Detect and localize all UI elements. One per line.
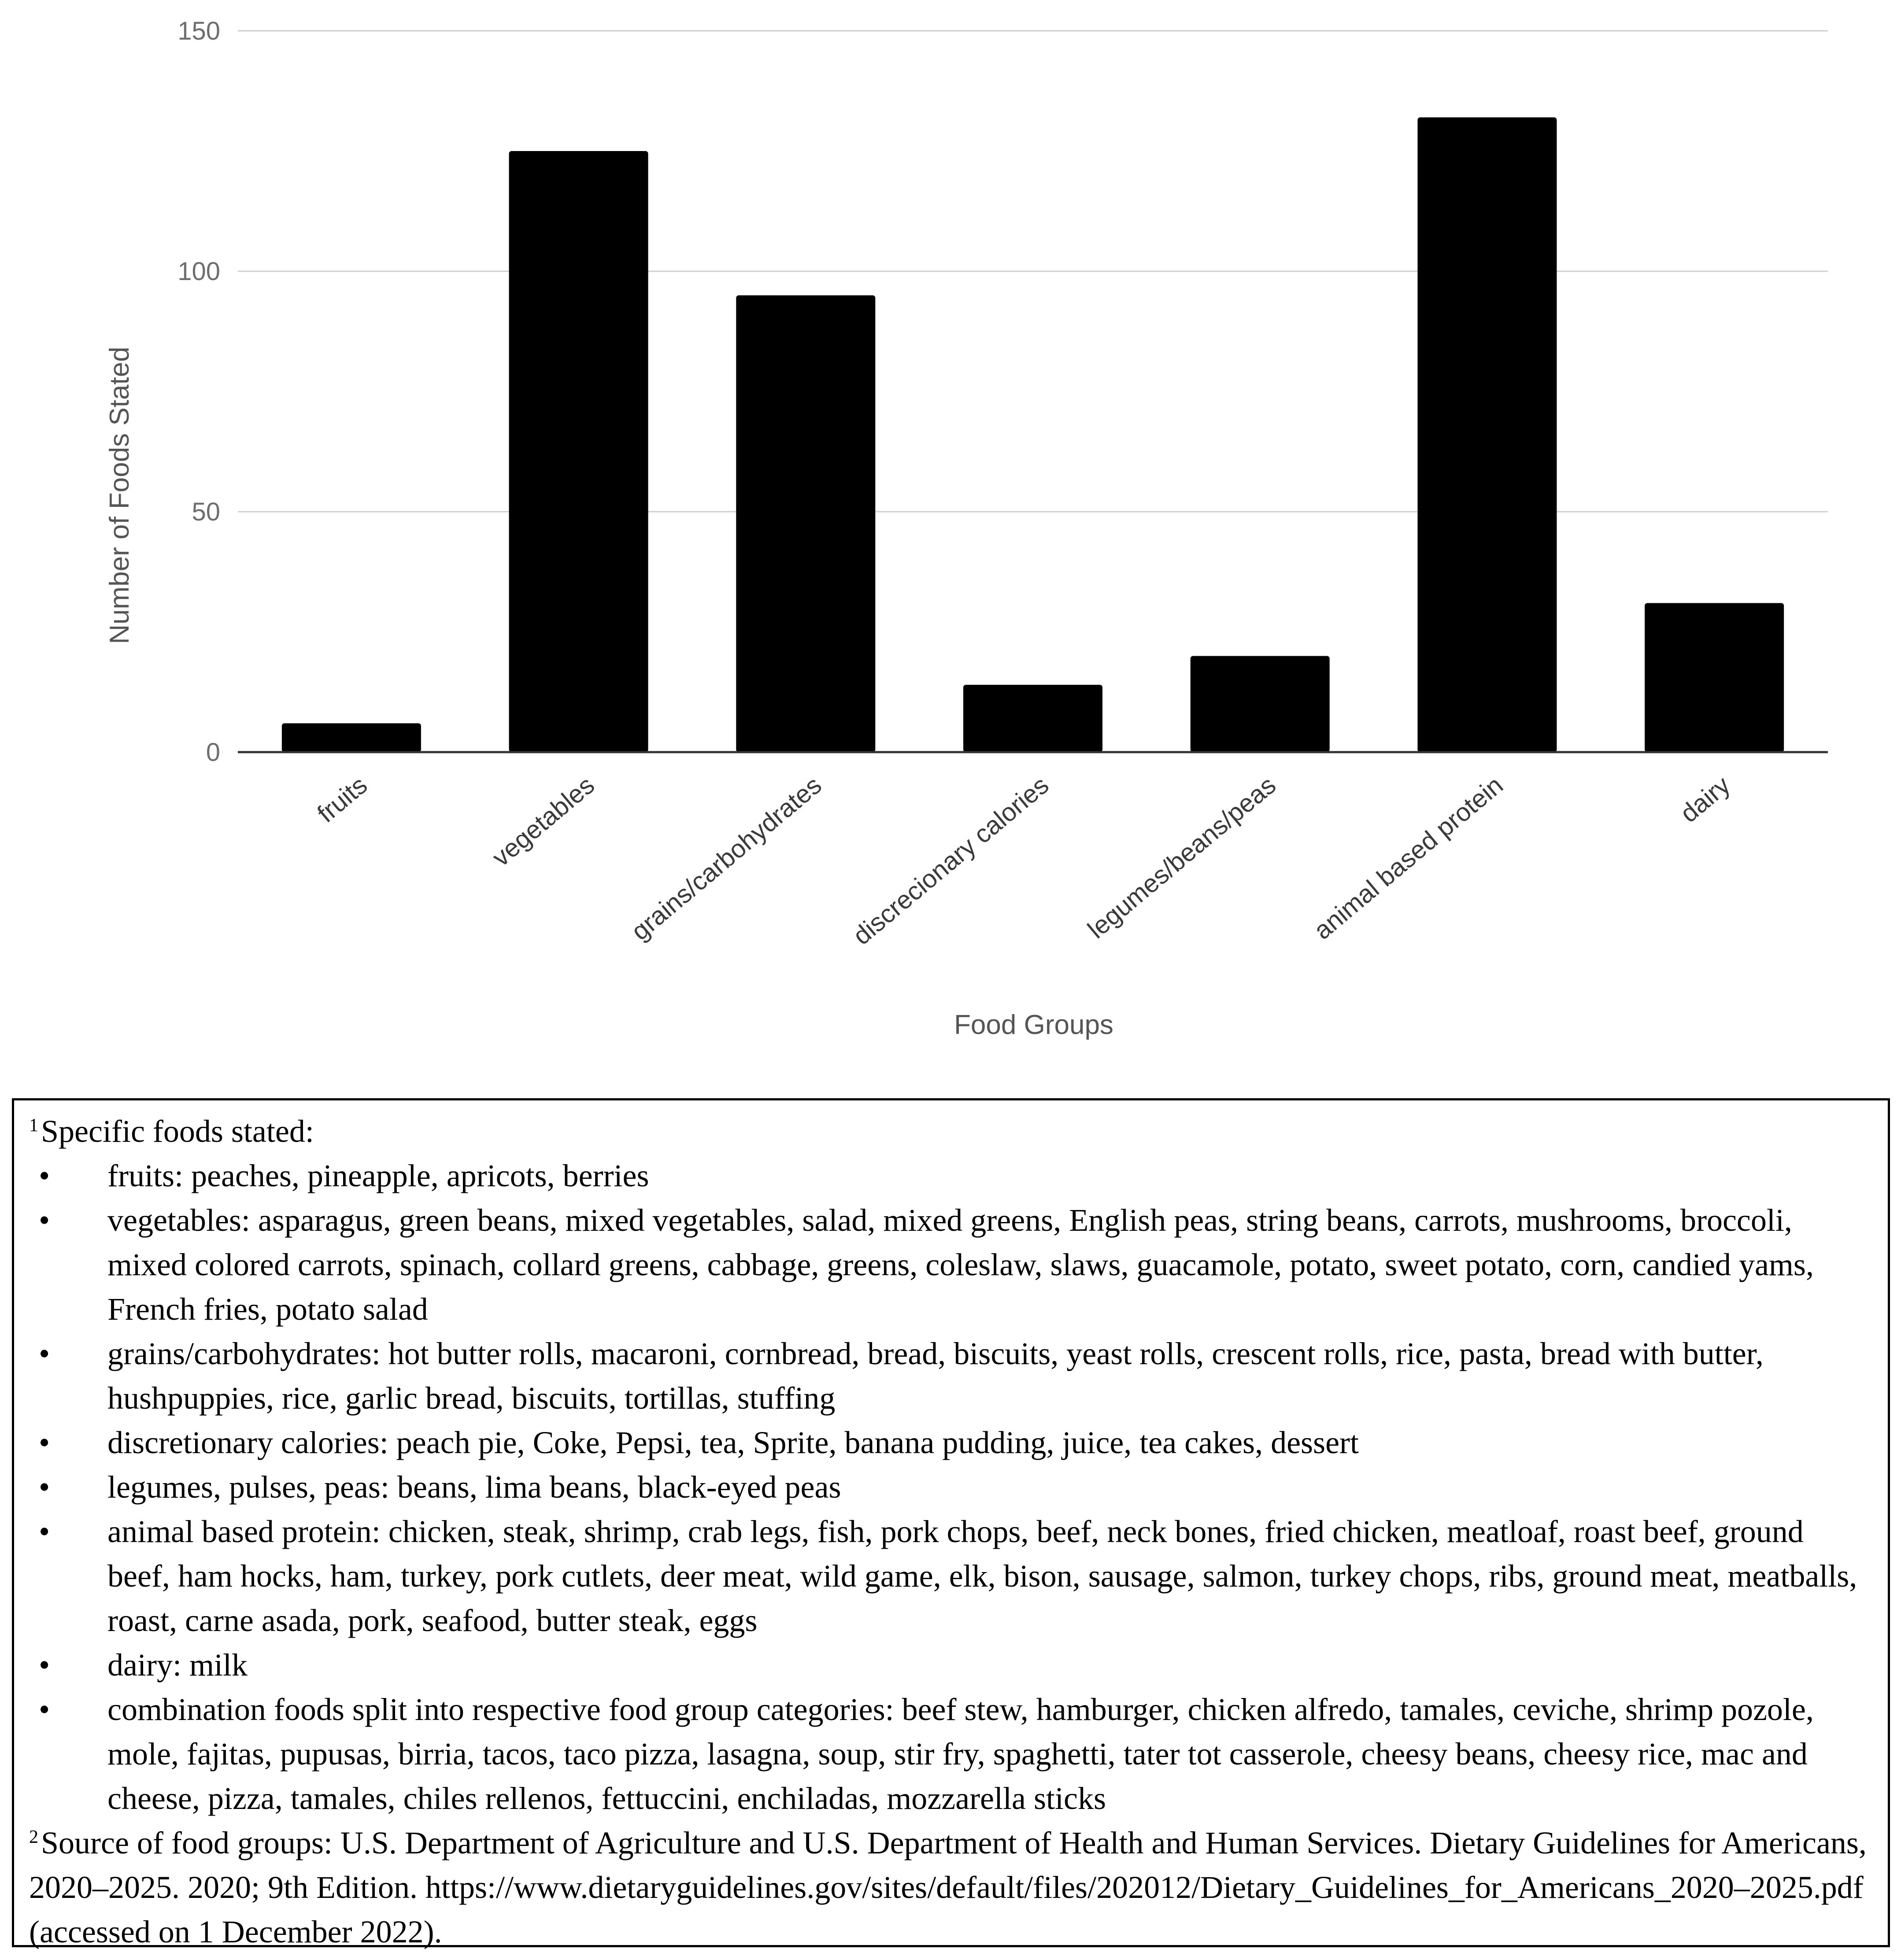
bars (282, 118, 1784, 752)
x-tick-label: legumes/beans/peas (1082, 771, 1282, 945)
footnote-list-item (29, 1154, 1873, 1198)
bar-vegetables (509, 151, 648, 752)
x-tick-label: discrecionary calories (847, 771, 1054, 951)
y-axis-title: Number of Foods Stated (104, 347, 135, 644)
bar-discrecionary-calories (963, 685, 1102, 752)
x-tick-label: animal based protein (1308, 771, 1509, 945)
footnote-2 (29, 1821, 1873, 1954)
footnote-list-item (29, 1421, 1873, 1465)
y-axis-ticks (178, 17, 220, 767)
footnote-2-text: Source of food groups: U.S. Department of Agriculture and U.S. Department of Health and Human Services. Dietary Guidelines for Americans, 2020–2025. 2020; 9th Edition. https://www.dietaryguidelines.gov/sites/default/files/202012/Dietary_Guidelines_for_Americans_2020–2025.pdf (accessed on 1 December 2022). (29, 1825, 1867, 1949)
x-tick-label: grains/carbohydrates (625, 771, 827, 946)
bullet-icon: • (39, 1158, 50, 1193)
bullet-icon: • (39, 1514, 50, 1549)
footnote-1-title: Specific foods stated: (41, 1114, 314, 1149)
footnote-list-item-text: discretionary calories: peach pie, Coke, Pepsi, tea, Sprite, banana pudding, juice, tea cakes, dessert (107, 1425, 1359, 1460)
bullet-icon: • (39, 1203, 50, 1238)
gridlines (238, 31, 1828, 512)
x-axis-category-labels (312, 771, 1735, 950)
bar-grains-carbohydrates (736, 295, 875, 752)
bullet-icon: • (39, 1336, 50, 1371)
footnote-list-item-text: grains/carbohydrates: hot butter rolls, macaroni, cornbread, bread, biscuits, yeast rolls, crescent rolls, rice, pasta, bread with butter, hushpuppies, rice, garlic bread, biscuits, tortillas, stuffing (107, 1336, 1764, 1416)
bar-fruits (282, 723, 421, 752)
y-tick-label: 50 (192, 498, 220, 526)
footnote-list-item-text: animal based protein: chicken, steak, shrimp, crab legs, fish, pork chops, beef, neck bones, fried chicken, meatloaf, roast beef, ground beef, ham hocks, ham, turkey, pork cutlets, deer meat, wild game, elk, bison, sausage, salmon, turkey chops, ribs, ground meat, meatballs, roast, carne asada, pork, seafood, butter steak, eggs (107, 1514, 1857, 1638)
x-tick-label: dairy (1675, 771, 1736, 828)
bullet-icon: • (39, 1469, 50, 1505)
footnote-list-item (29, 1332, 1873, 1421)
footnote-1-marker: 1 (29, 1115, 38, 1136)
footnote-list-item-text: combination foods split into respective food group categories: beef stew, hamburger, chicken alfredo, tamales, ceviche, shrimp pozole, mole, fajitas, pupusas, birria, tacos, taco pizza, lasagna, soup, stir fry, spaghetti, tater tot casserole, cheesy beans, cheesy rice, mac and cheese, pizza, tamales, chiles rellenos, fettuccini, enchiladas, mozzarella sticks (107, 1692, 1814, 1816)
footnote-box (12, 1098, 1890, 1947)
footnote-list-item (29, 1687, 1873, 1821)
footnote-list-item (29, 1510, 1873, 1643)
footnote-list-item-text: legumes, pulses, peas: beans, lima beans, black-eyed peas (107, 1469, 841, 1505)
x-axis-title: Food Groups (954, 1010, 1113, 1040)
footnote-list-item (29, 1465, 1873, 1510)
bar-legumes-beans-peas (1191, 656, 1330, 752)
y-tick-label: 100 (178, 257, 220, 286)
bar-animal-based-protein (1417, 118, 1557, 752)
footnote-1-list (29, 1154, 1873, 1821)
footnote-list-item (29, 1643, 1873, 1687)
x-tick-label: vegetables (487, 771, 600, 872)
footnote-2-marker: 2 (29, 1827, 38, 1847)
x-tick-label: fruits (312, 771, 373, 828)
bullet-icon: • (39, 1692, 50, 1727)
footnote-list-item-text: dairy: milk (107, 1647, 248, 1683)
bullet-icon: • (39, 1647, 50, 1683)
y-tick-label: 0 (206, 738, 220, 767)
bar-dairy (1645, 603, 1784, 752)
footnote-list-item (29, 1198, 1873, 1332)
y-tick-label: 150 (178, 17, 220, 45)
bullet-icon: • (39, 1425, 50, 1460)
footnote-list-item-text: fruits: peaches, pineapple, apricots, berries (107, 1158, 649, 1193)
footnote-1-heading (29, 1109, 1873, 1154)
footnote-list-item-text: vegetables: asparagus, green beans, mixed vegetables, salad, mixed greens, English peas, string beans, carrots, mushrooms, broccoli, mixed colored carrots, spinach, collard greens, cabbage, greens, coleslaw, slaws, guacamole, potato, sweet potato, corn, candied yams, French fries, potato salad (107, 1203, 1814, 1327)
